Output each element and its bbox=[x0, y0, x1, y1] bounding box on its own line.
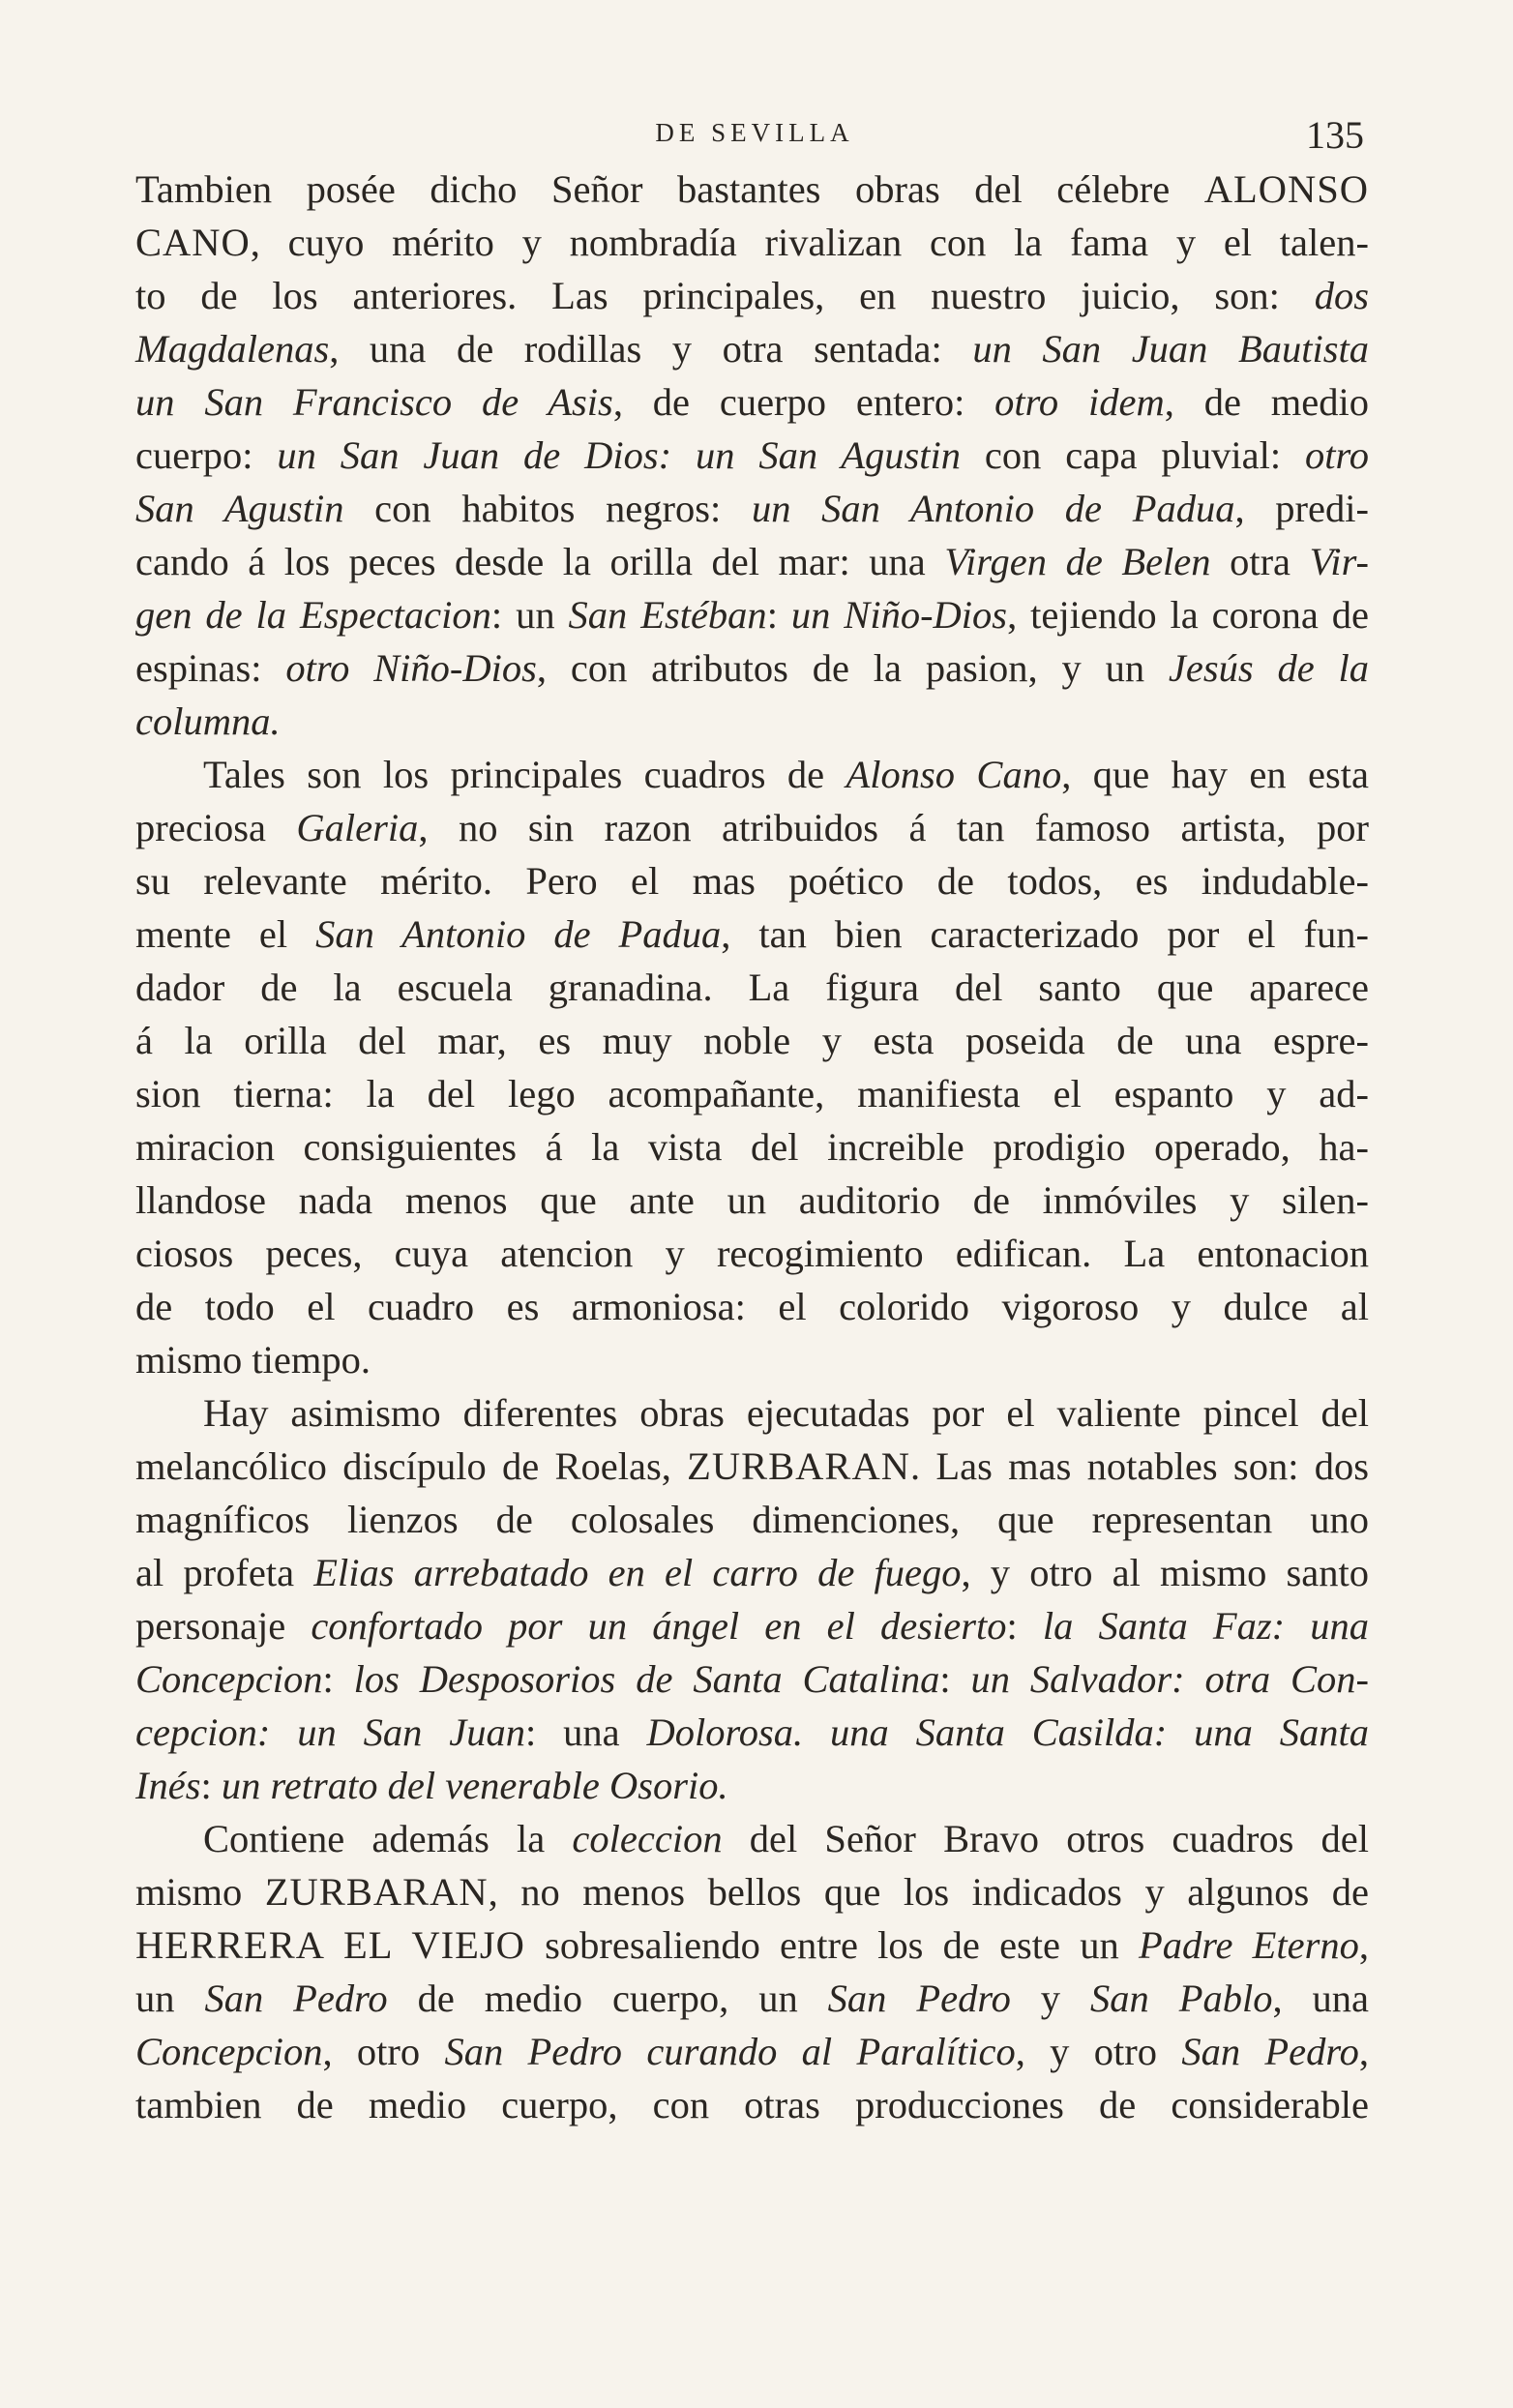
text-run: y bbox=[1010, 1977, 1090, 2020]
italic-title-text: dos bbox=[1314, 274, 1369, 317]
text-run: , una bbox=[1272, 1977, 1370, 2020]
text-run: , no menos bellos que los indicados y algunos de bbox=[488, 1870, 1369, 1914]
text-run: cando á los peces desde la orilla del mar: una bbox=[135, 540, 945, 583]
text-run: , bbox=[1358, 1923, 1369, 1967]
italic-title-text: San Agustin bbox=[135, 487, 344, 530]
text-run: , tejiendo la corona de bbox=[1007, 593, 1370, 637]
text-line bbox=[135, 269, 1369, 322]
text-line bbox=[135, 482, 1369, 535]
text-run: otra bbox=[1210, 540, 1310, 583]
italic-title-text: un San Francisco de Asis bbox=[135, 380, 613, 424]
text-run: . Las mas notables son: dos bbox=[909, 1444, 1370, 1488]
text-run: á la orilla del mar, es muy noble y esta poseida de una espre- bbox=[135, 1019, 1369, 1062]
text-line bbox=[135, 2025, 1369, 2078]
text-run: dador de la escuela granadina. La figura del santo que aparece bbox=[135, 966, 1369, 1009]
italic-title-text: gen de la Espectacion bbox=[135, 593, 491, 637]
text-run: , y otro bbox=[1015, 2030, 1182, 2073]
text-line bbox=[135, 535, 1369, 588]
text-run: magníficos lienzos de colosales dimenciones, que representan uno bbox=[135, 1498, 1369, 1541]
italic-title-text: Concepcion bbox=[135, 1657, 323, 1701]
italic-title-text: San Pedro bbox=[1181, 2030, 1359, 2073]
small-caps-name: ZURBARAN bbox=[264, 1870, 489, 1914]
text-run: con habitos negros: bbox=[343, 487, 752, 530]
text-run: : bbox=[766, 593, 791, 637]
italic-title-text: un San Juan de Dios: un San Agustin bbox=[277, 433, 962, 477]
text-line bbox=[135, 695, 1369, 748]
text-line bbox=[135, 1812, 1369, 1865]
text-run: del Señor Bravo otros cuadros del bbox=[722, 1817, 1370, 1860]
text-line bbox=[135, 216, 1369, 269]
text-line bbox=[135, 907, 1369, 961]
small-caps-name: ALONSO bbox=[1203, 167, 1369, 211]
text-run: Hay asimismo diferentes obras ejecutadas por el valiente pincel del bbox=[203, 1391, 1369, 1435]
text-run: Contiene además la bbox=[203, 1817, 573, 1860]
italic-title-text: cepcion: un San Juan bbox=[135, 1710, 525, 1754]
text-line bbox=[135, 588, 1369, 641]
text-run: preciosa bbox=[135, 806, 297, 849]
italic-title-text: un retrato del venerable Osorio. bbox=[221, 1764, 728, 1807]
text-run: : un bbox=[490, 593, 569, 637]
italic-title-text: Magdalenas bbox=[135, 327, 330, 371]
text-line bbox=[135, 1652, 1369, 1706]
text-run: , tan bien caracterizado por el fun- bbox=[721, 912, 1369, 956]
text-line bbox=[135, 1493, 1369, 1546]
small-caps-name: CANO bbox=[135, 221, 251, 264]
italic-title-text: Virgen de Belen bbox=[944, 540, 1211, 583]
text-run: , una de rodillas y otra sentada: bbox=[329, 327, 973, 371]
text-run: , y otro al mismo santo bbox=[961, 1551, 1369, 1594]
text-run: : bbox=[1006, 1604, 1043, 1648]
italic-title-text: Inés bbox=[135, 1764, 201, 1807]
italic-title-text: San Pedro bbox=[204, 1977, 388, 2020]
italic-title-text: un San Juan Bautista bbox=[972, 327, 1369, 371]
text-run: con capa pluvial: bbox=[961, 433, 1305, 477]
text-line bbox=[135, 748, 1369, 801]
text-run: Tambien posée dicho Señor bastantes obras del célebre bbox=[135, 167, 1204, 211]
text-run: , cuyo mérito y nombradía rivalizan con la fama y el talen- bbox=[250, 221, 1369, 264]
text-run: de todo el cuadro es armoniosa: el colorido vigoroso y dulce al bbox=[135, 1285, 1369, 1328]
text-line bbox=[135, 801, 1369, 854]
text-line bbox=[135, 1174, 1369, 1227]
text-line bbox=[135, 1120, 1369, 1174]
text-line bbox=[135, 163, 1369, 216]
italic-title-text: Concepcion bbox=[135, 2030, 323, 2073]
italic-title-text: Galeria bbox=[296, 806, 419, 849]
italic-title-text: Padre Eterno bbox=[1138, 1923, 1359, 1967]
text-run: miracion consiguientes á la vista del increible prodigio operado, ha- bbox=[135, 1125, 1369, 1169]
small-caps-name: ZURBARAN bbox=[687, 1444, 910, 1488]
text-line bbox=[135, 1599, 1369, 1652]
italic-title-text: coleccion bbox=[572, 1817, 723, 1860]
text-run: llandose nada menos que ante un auditorio de inmóviles y silen- bbox=[135, 1178, 1369, 1222]
italic-title-text: Dolorosa. una Santa Casilda: una Santa bbox=[646, 1710, 1369, 1754]
italic-title-text: otro bbox=[1305, 433, 1370, 477]
text-line bbox=[135, 1333, 1369, 1386]
text-line bbox=[135, 322, 1369, 375]
text-run: ciosos peces, cuya atencion y recogimiento edifican. La entonacion bbox=[135, 1232, 1369, 1275]
italic-title-text: otro Niño-Dios bbox=[285, 646, 537, 690]
text-line bbox=[135, 2078, 1369, 2131]
italic-title-text: los Desposorios de Santa Catalina bbox=[353, 1657, 940, 1701]
text-line bbox=[135, 1865, 1369, 1918]
text-line bbox=[135, 1227, 1369, 1280]
text-run: personaje bbox=[135, 1604, 312, 1648]
body-text bbox=[135, 163, 1369, 2131]
text-run: de medio cuerpo, un bbox=[387, 1977, 828, 2020]
text-run: : bbox=[322, 1657, 354, 1701]
italic-title-text: Jesús de la bbox=[1168, 646, 1370, 690]
text-line bbox=[135, 1972, 1369, 2025]
text-line bbox=[135, 641, 1369, 695]
italic-title-text: San Pedro bbox=[827, 1977, 1011, 2020]
text-run: espinas: bbox=[135, 646, 286, 690]
italic-title-text: confortado por un ángel en el desierto bbox=[311, 1604, 1007, 1648]
text-run: , bbox=[1358, 2030, 1369, 2073]
text-run: , que hay en esta bbox=[1061, 753, 1369, 796]
text-line bbox=[135, 961, 1369, 1014]
text-run: sobresaliendo entre los de este un bbox=[524, 1923, 1139, 1967]
text-run: mismo bbox=[135, 1870, 265, 1914]
text-line bbox=[135, 1440, 1369, 1493]
italic-title-text: Alonso Cano bbox=[846, 753, 1062, 796]
text-run: cuerpo: bbox=[135, 433, 278, 477]
text-run: , no sin razon atribuidos á tan famoso artista, por bbox=[418, 806, 1369, 849]
italic-title-text: un Salvador: otra Con- bbox=[970, 1657, 1369, 1701]
text-run: mismo tiempo. bbox=[135, 1338, 371, 1382]
italic-title-text: Elias arrebatado en el carro de fuego bbox=[313, 1551, 962, 1594]
text-run: su relevante mérito. Pero el mas poético de todos, es indudable- bbox=[135, 859, 1369, 903]
text-line bbox=[135, 1014, 1369, 1067]
italic-title-text: San Pablo bbox=[1090, 1977, 1273, 2020]
text-run: to de los anteriores. Las principales, en nuestro juicio, son: bbox=[135, 274, 1315, 317]
italic-title-text: la Santa Faz: una bbox=[1042, 1604, 1369, 1648]
text-line bbox=[135, 1067, 1369, 1120]
text-run: , de cuerpo entero: bbox=[612, 380, 995, 424]
italic-title-text: San Pedro curando al Paralítico bbox=[444, 2030, 1016, 2073]
text-line bbox=[135, 1759, 1369, 1812]
text-line bbox=[135, 375, 1369, 429]
text-run: sion tierna: la del lego acompañante, manifiesta el espanto y ad- bbox=[135, 1072, 1369, 1115]
text-run: , de medio bbox=[1164, 380, 1369, 424]
running-head bbox=[126, 113, 1383, 157]
italic-title-text: columna. bbox=[135, 699, 281, 743]
text-run: un bbox=[135, 1977, 205, 2020]
text-run: Tales son los principales cuadros de bbox=[203, 753, 846, 796]
italic-title-text: San Antonio de Padua bbox=[315, 912, 722, 956]
running-title: DE SEVILLA bbox=[655, 118, 854, 147]
italic-title-text: Vir- bbox=[1309, 540, 1370, 583]
text-line bbox=[135, 1386, 1369, 1440]
text-line bbox=[135, 854, 1369, 907]
italic-title-text: otro idem bbox=[994, 380, 1165, 424]
text-run: , otro bbox=[322, 2030, 445, 2073]
italic-title-text: San Estéban bbox=[568, 593, 767, 637]
text-line bbox=[135, 1918, 1369, 1972]
small-caps-name: HERRERA EL VIEJO bbox=[135, 1923, 525, 1967]
italic-title-text: un San Antonio de Padua bbox=[751, 487, 1235, 530]
text-line bbox=[135, 429, 1369, 482]
text-run: : bbox=[939, 1657, 971, 1701]
text-run: melancólico discípulo de Roelas, bbox=[135, 1444, 688, 1488]
text-run: tambien de medio cuerpo, con otras producciones de considerable bbox=[135, 2083, 1369, 2126]
text-run: , predi- bbox=[1234, 487, 1369, 530]
page-number: 135 bbox=[1306, 113, 1364, 157]
text-run: , con atributos de la pasion, y un bbox=[536, 646, 1169, 690]
italic-title-text: un Niño-Dios bbox=[790, 593, 1008, 637]
text-line bbox=[135, 1706, 1369, 1759]
text-run: al profeta bbox=[135, 1551, 314, 1594]
text-run: mente el bbox=[135, 912, 316, 956]
text-line bbox=[135, 1280, 1369, 1333]
text-run: : una bbox=[525, 1710, 647, 1754]
text-run: : bbox=[200, 1764, 222, 1807]
text-line bbox=[135, 1546, 1369, 1599]
